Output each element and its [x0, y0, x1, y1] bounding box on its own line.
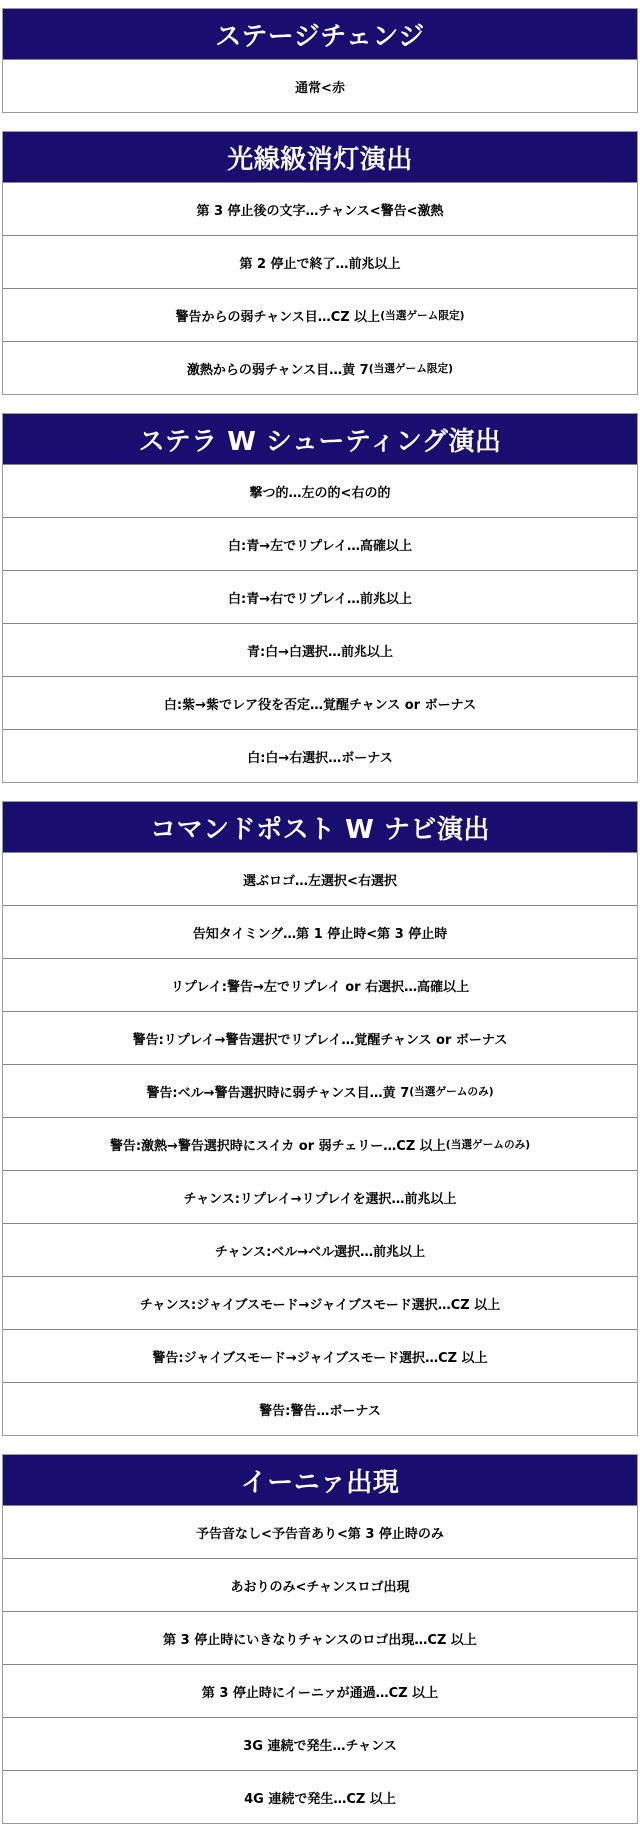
table-title: ステージチェンジ — [3, 9, 637, 59]
table-row: リプレイ:警告→左でリプレイ or 右選択…高確以上 — [3, 958, 637, 1011]
table-row: 警告:ジャイブスモード→ジャイブスモード選択…CZ 以上 — [3, 1329, 637, 1382]
row-paren-note: (当選ゲーム限定) — [368, 361, 454, 375]
table-row: 予告音なし<予告音あり<第 3 停止時のみ — [3, 1505, 637, 1558]
table-row: 警告:ベル→警告選択時に弱チャンス目…黄 7 (当選ゲームのみ) — [3, 1064, 637, 1117]
table-row: 激熱からの弱チャンス目…黄 7 (当選ゲーム限定) — [3, 341, 637, 394]
table-row: チャンス:リプレイ→リプレイを選択…前兆以上 — [3, 1170, 637, 1223]
table-row: 第 2 停止で終了…前兆以上 — [3, 235, 637, 288]
table-row: 白:青→左でリプレイ…高確以上 — [3, 517, 637, 570]
table-title: イーニァ出現 — [3, 1455, 637, 1505]
row-paren-note: (当選ゲームのみ) — [445, 1137, 531, 1151]
table-row: 警告:リプレイ→警告選択でリプレイ…覚醒チャンス or ボーナス — [3, 1011, 637, 1064]
table-row: 白:白→右選択…ボーナス — [3, 729, 637, 782]
table-title: ステラ W シューティング演出 — [3, 414, 637, 464]
table-row: 第 3 停止時にいきなりチャンスのロゴ出現…CZ 以上 — [3, 1611, 637, 1664]
table-title: 光線級消灯演出 — [3, 132, 637, 182]
table-row: チャンス:ベル→ベル選択…前兆以上 — [3, 1223, 637, 1276]
table-row: チャンス:ジャイブスモード→ジャイブスモード選択…CZ 以上 — [3, 1276, 637, 1329]
table-row: 選ぶロゴ…左選択<右選択 — [3, 852, 637, 905]
row-paren-note: (当選ゲーム限定) — [380, 308, 465, 322]
table-row: 通常<赤 — [3, 59, 637, 112]
table-row: 白:青→右でリプレイ…前兆以上 — [3, 570, 637, 623]
info-table — [2, 131, 638, 395]
table-row: 3G 連続で発生…チャンス — [3, 1717, 637, 1770]
table-row: 青:白→白選択…前兆以上 — [3, 623, 637, 676]
table-rows — [3, 182, 637, 394]
table-row: 告知タイミング…第 1 停止時<第 3 停止時 — [3, 905, 637, 958]
table-row: 撃つ的…左の的<右の的 — [3, 464, 637, 517]
table-rows — [3, 464, 637, 782]
table-row: 4G 連続で発生…CZ 以上 — [3, 1770, 637, 1823]
info-table — [2, 1454, 638, 1824]
table-row: 警告:警告…ボーナス — [3, 1382, 637, 1435]
table-rows — [3, 59, 637, 112]
row-paren-note: (当選ゲームのみ) — [409, 1084, 494, 1098]
table-row: 白:紫→紫でレア役を否定…覚醒チャンス or ボーナス — [3, 676, 637, 729]
table-row: 第 3 停止後の文字…チャンス<警告<激熱 — [3, 182, 637, 235]
table-title: コマンドポスト W ナビ演出 — [3, 802, 637, 852]
table-row: 第 3 停止時にイーニァが通過…CZ 以上 — [3, 1664, 637, 1717]
table-row: 警告からの弱チャンス目…CZ 以上 (当選ゲーム限定) — [3, 288, 637, 341]
table-row: 警告:激熱→警告選択時にスイカ or 弱チェリー…CZ 以上 (当選ゲームのみ) — [3, 1117, 637, 1170]
table-rows — [3, 1505, 637, 1823]
info-table — [2, 8, 638, 113]
table-rows — [3, 852, 637, 1435]
info-table — [2, 801, 638, 1436]
info-table — [2, 413, 638, 783]
table-row: あおりのみ<チャンスロゴ出現 — [3, 1558, 637, 1611]
